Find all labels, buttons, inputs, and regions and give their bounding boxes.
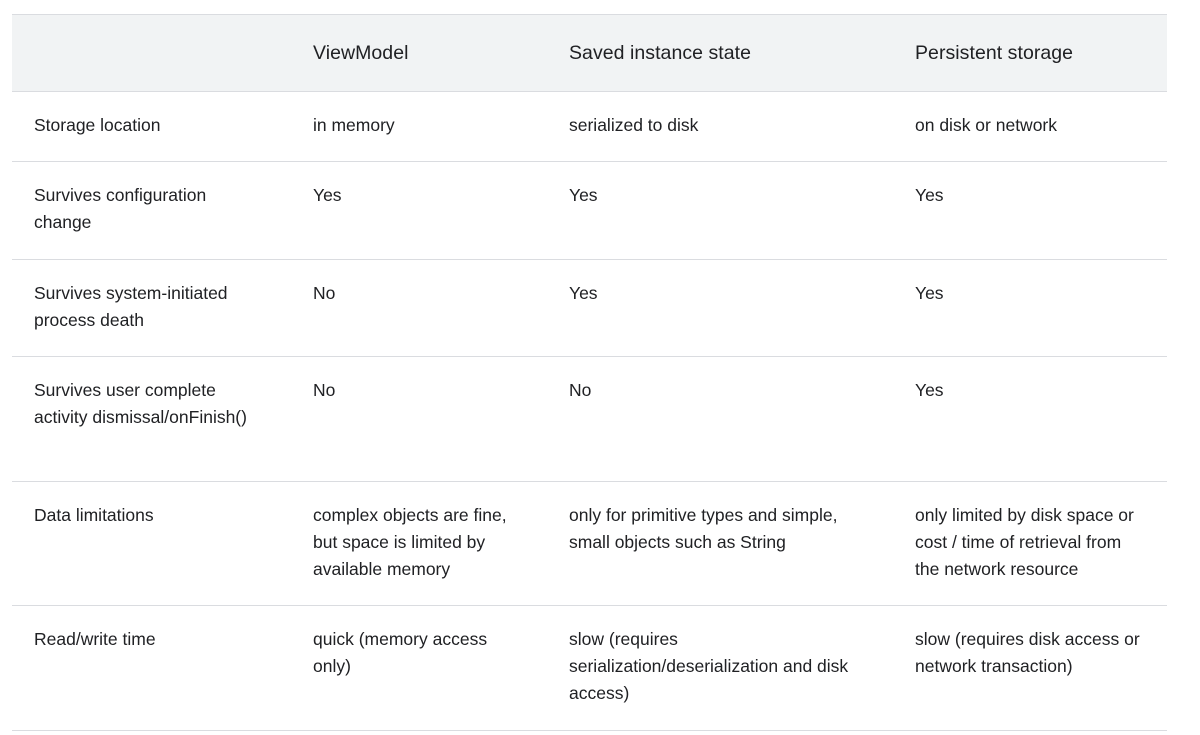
saved-state-cell: Yes: [547, 260, 893, 357]
table-row: [12, 357, 1167, 482]
viewmodel-cell: No: [291, 260, 547, 357]
viewmodel-cell: No: [291, 357, 547, 482]
table-row: [12, 162, 1167, 260]
persistent-cell: Yes: [893, 260, 1167, 357]
saved-state-cell: only for primitive types and simple, small objects such as String: [547, 482, 893, 606]
row-label: Data limitations: [12, 482, 291, 606]
comparison-table: [12, 14, 1167, 731]
table-header-row: [12, 15, 1167, 92]
viewmodel-cell: quick (memory access only): [291, 606, 547, 731]
persistent-cell: only limited by disk space or cost / time of retrieval from the network resource: [893, 482, 1167, 606]
table-row: [12, 260, 1167, 357]
header-empty-cell: [12, 15, 291, 92]
table-row: [12, 92, 1167, 162]
persistent-cell: slow (requires disk access or network transaction): [893, 606, 1167, 731]
persistent-cell: on disk or network: [893, 92, 1167, 162]
table-row: [12, 482, 1167, 606]
saved-state-cell: No: [547, 357, 893, 482]
row-label: Survives system-initiated process death: [12, 260, 291, 357]
saved-state-cell: serialized to disk: [547, 92, 893, 162]
row-label: Read/write time: [12, 606, 291, 731]
saved-state-cell: Yes: [547, 162, 893, 260]
viewmodel-cell: in memory: [291, 92, 547, 162]
header-saved-instance-state: Saved instance state: [547, 15, 893, 92]
saved-state-cell: slow (requires serialization/deserialization and disk access): [547, 606, 893, 731]
viewmodel-cell: complex objects are fine, but space is limited by available memory: [291, 482, 547, 606]
row-label: Survives user complete activity dismissal/onFinish(): [12, 357, 291, 482]
header-persistent-storage: Persistent storage: [893, 15, 1167, 92]
row-label: Storage location: [12, 92, 291, 162]
row-label: Survives configuration change: [12, 162, 291, 260]
persistent-cell: Yes: [893, 357, 1167, 482]
header-viewmodel: ViewModel: [291, 15, 547, 92]
table-row: [12, 606, 1167, 731]
viewmodel-cell: Yes: [291, 162, 547, 260]
persistent-cell: Yes: [893, 162, 1167, 260]
